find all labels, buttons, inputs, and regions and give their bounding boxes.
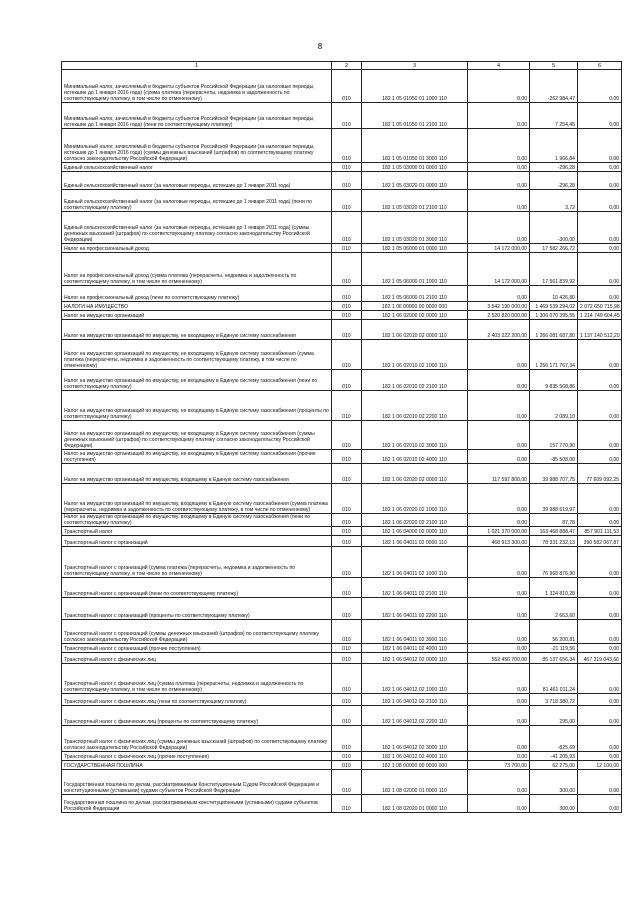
row-executed: 7 254,45 — [530, 103, 578, 129]
table-row — [62, 244, 622, 253]
row-line-code: 010 — [332, 761, 362, 770]
row-budget-code: 182 1 05 03020 01 2100 110 — [362, 190, 468, 212]
row-unexecuted: 0,00 — [578, 286, 622, 302]
row-approved: 0,00 — [468, 450, 530, 464]
table-row — [62, 190, 622, 212]
row-approved: 0,00 — [468, 103, 530, 129]
row-budget-code: 182 1 06 02020 02 2100 110 — [362, 514, 468, 527]
row-name: Транспортный налог с физических лиц (проценты по соответствующему платежу) — [62, 706, 332, 726]
table-row — [62, 302, 622, 311]
row-approved: 1 021 370 000,00 — [468, 527, 530, 536]
row-line-code: 010 — [332, 253, 362, 286]
table-row — [62, 320, 622, 340]
row-unexecuted: 0,00 — [578, 70, 622, 103]
row-unexecuted: 12 100,00 — [578, 761, 622, 770]
row-budget-code: 182 1 08 02000 01 0000 110 — [362, 770, 468, 795]
row-budget-code: 182 1 08 00000 00 0000 000 — [362, 761, 468, 770]
row-budget-code: 182 1 06 04011 02 3000 110 — [362, 620, 468, 644]
row-executed: 78 331 232,13 — [530, 536, 578, 547]
table-row — [62, 129, 622, 163]
row-approved: 0,00 — [468, 664, 530, 694]
row-name: Налог на имущество организаций — [62, 311, 332, 320]
row-budget-code: 182 1 06 04012 02 4000 110 — [362, 752, 468, 761]
row-executed: 1 324 810,28 — [530, 578, 578, 598]
row-approved: 0,00 — [468, 286, 530, 302]
row-line-code: 010 — [332, 706, 362, 726]
row-unexecuted: 1 137 140 512,20 — [578, 320, 622, 340]
row-executed: 300,00 — [530, 770, 578, 795]
table-body — [62, 70, 622, 813]
row-name: Налог на имущество организаций по имуществу, не входящему в Единую систему газоснабжения (пени по соответствующему платежу) — [62, 370, 332, 391]
row-line-code: 010 — [332, 752, 362, 761]
row-executed: 85 137 656,34 — [530, 653, 578, 664]
row-approved: 0,00 — [468, 370, 530, 391]
row-unexecuted: 0,00 — [578, 129, 622, 163]
row-line-code: 010 — [332, 163, 362, 172]
row-executed: 10 426,80 — [530, 286, 578, 302]
row-budget-code: 182 1 05 06000 01 0000 110 — [362, 244, 468, 253]
row-executed: 1 966,84 — [530, 129, 578, 163]
row-executed: 2 089,10 — [530, 391, 578, 421]
row-unexecuted: 1 214 749 604,45 — [578, 311, 622, 320]
row-unexecuted: 77 609 092,25 — [578, 464, 622, 484]
row-line-code: 010 — [332, 340, 362, 370]
table-row — [62, 340, 622, 370]
table-row — [62, 752, 622, 761]
row-budget-code: 182 1 05 01050 01 2100 110 — [362, 103, 468, 129]
row-unexecuted: 0,00 — [578, 370, 622, 391]
table-row — [62, 694, 622, 706]
row-unexecuted: 0,00 — [578, 578, 622, 598]
row-unexecuted: 0,00 — [578, 212, 622, 244]
row-unexecuted: 2 072 650 715,98 — [578, 302, 622, 311]
row-approved: 0,00 — [468, 391, 530, 421]
row-executed: -825,69 — [530, 726, 578, 752]
row-budget-code: 182 1 06 04012 02 1000 110 — [362, 664, 468, 694]
row-approved: 14 172 000,00 — [468, 253, 530, 286]
row-unexecuted: 0,00 — [578, 163, 622, 172]
row-approved: 0,00 — [468, 340, 530, 370]
row-name: Налог на имущество организаций по имуществу, не входящему в Единую систему газоснабжения (суммы денежных взысканий (штрафов) по соответствующему платежу согласно законодательству Российской Федерации) — [62, 421, 332, 450]
row-line-code: 010 — [332, 770, 362, 795]
row-budget-code: 182 1 05 03020 01 3000 110 — [362, 212, 468, 244]
row-line-code: 010 — [332, 578, 362, 598]
row-unexecuted: 0,00 — [578, 450, 622, 464]
row-executed: 163 468 888,47 — [530, 527, 578, 536]
page-number: 8 — [317, 42, 323, 51]
row-executed: 62 275,00 — [530, 761, 578, 770]
row-approved: 0,00 — [468, 578, 530, 598]
row-name: НАЛОГИ НА ИМУЩЕСТВО — [62, 302, 332, 311]
row-approved: 0,00 — [468, 598, 530, 620]
row-executed: -262 984,47 — [530, 70, 578, 103]
table-row — [62, 770, 622, 795]
row-budget-code: 182 1 05 06000 01 1000 110 — [362, 253, 468, 286]
row-executed: -300,00 — [530, 212, 578, 244]
row-executed: 3,72 — [530, 190, 578, 212]
row-line-code: 010 — [332, 620, 362, 644]
table-row — [62, 598, 622, 620]
row-line-code: 010 — [332, 527, 362, 536]
row-line-code: 010 — [332, 311, 362, 320]
row-name: Налог на имущество организаций по имуществу, входящему в Единую систему газоснабжения — [62, 464, 332, 484]
row-executed: 39 988 619,97 — [530, 484, 578, 514]
row-budget-code: 182 1 06 02010 02 0000 110 — [362, 320, 468, 340]
row-line-code: 010 — [332, 391, 362, 421]
row-approved: 0,00 — [468, 770, 530, 795]
header-col-4: 4 — [468, 62, 530, 70]
row-approved: 0,00 — [468, 212, 530, 244]
row-approved: 0,00 — [468, 752, 530, 761]
row-name: Транспортный налог с физических лиц (пени по соответствующему платежу) — [62, 694, 332, 706]
row-budget-code: 182 1 06 00000 00 0000 000 — [362, 302, 468, 311]
row-unexecuted: 0,00 — [578, 664, 622, 694]
row-executed: 3 718 380,72 — [530, 694, 578, 706]
row-executed: 17 582 266,72 — [530, 244, 578, 253]
row-executed: -21 119,56 — [530, 644, 578, 653]
row-name: Единый сельскохозяйственный налог (за налоговые периоды, истекшие до 1 января 2011 года) (пени по соответствующему платежу) — [62, 190, 332, 212]
row-unexecuted: 0,00 — [578, 795, 622, 813]
row-unexecuted: 0,00 — [578, 620, 622, 644]
row-budget-code: 182 1 05 01050 01 1000 110 — [362, 70, 468, 103]
table-row — [62, 212, 622, 244]
row-approved: 468 913 300,00 — [468, 536, 530, 547]
header-row — [62, 62, 622, 70]
table-row — [62, 620, 622, 644]
row-executed: -41 205,93 — [530, 752, 578, 761]
row-budget-code: 182 1 06 04011 02 2200 110 — [362, 598, 468, 620]
row-unexecuted: 0,00 — [578, 726, 622, 752]
row-budget-code: 182 1 06 02010 02 3000 110 — [362, 421, 468, 450]
row-name: Налог на профессиональный доход (сумма платежа (перерасчеты, недоимка и задолженность по соответствующему платежу, в том числе по отмененному) — [62, 253, 332, 286]
row-approved: 3 542 190 000,00 — [468, 302, 530, 311]
row-budget-code: 182 1 06 04011 02 2100 110 — [362, 578, 468, 598]
row-line-code: 010 — [332, 190, 362, 212]
row-name: Государственная пошлина по делам, рассматриваемым Конституционным Судом Российской Федерации и конституционными (уставными) судами субъектов Российской Федерации — [62, 770, 332, 795]
table-row — [62, 163, 622, 172]
table-row — [62, 644, 622, 653]
row-line-code: 010 — [332, 172, 362, 190]
row-unexecuted: 0,00 — [578, 752, 622, 761]
row-budget-code: 182 1 06 04012 02 2100 110 — [362, 694, 468, 706]
row-executed: 87,78 — [530, 514, 578, 527]
table-row — [62, 286, 622, 302]
row-approved: 0,00 — [468, 129, 530, 163]
row-approved: 117 597 800,00 — [468, 464, 530, 484]
row-executed: 1 469 539 294,02 — [530, 302, 578, 311]
row-executed: 1 266 081 687,80 — [530, 320, 578, 340]
row-name: Минимальный налог, зачисляемый в бюджеты субъектов Российской Федерации (за налоговые периоды, истекшие до 1 января 2016 года) (пени по соответствующему платежу) — [62, 103, 332, 129]
header-col-2: 2 — [332, 62, 362, 70]
row-approved: 2 520 820 000,00 — [468, 311, 530, 320]
table-row — [62, 450, 622, 464]
row-unexecuted: 0,00 — [578, 706, 622, 726]
row-budget-code: 182 1 06 02020 02 1000 110 — [362, 484, 468, 514]
header-col-6: 6 — [578, 62, 622, 70]
row-unexecuted: 390 582 067,87 — [578, 536, 622, 547]
row-unexecuted: 0,00 — [578, 484, 622, 514]
row-unexecuted: 0,00 — [578, 172, 622, 190]
row-name: ГОСУДАРСТВЕННАЯ ПОШЛИНА — [62, 761, 332, 770]
row-unexecuted: 0,00 — [578, 253, 622, 286]
row-approved: 0,00 — [468, 190, 530, 212]
row-name: Налог на профессиональный доход (пени по соответствующему платежу) — [62, 286, 332, 302]
table-row — [62, 172, 622, 190]
row-name: Транспортный налог с организаций (прочие поступления) — [62, 644, 332, 653]
row-approved: 0,00 — [468, 163, 530, 172]
row-executed: -296,28 — [530, 172, 578, 190]
row-line-code: 010 — [332, 484, 362, 514]
row-approved: 73 700,00 — [468, 761, 530, 770]
row-name: Транспортный налог с физических лиц (сумма платежа (перерасчеты, недоимка и задолженность по соответствующему платежу, в том числе по отмененному) — [62, 664, 332, 694]
row-budget-code: 182 1 06 02020 02 0000 110 — [362, 464, 468, 484]
row-executed: 2 663,60 — [530, 598, 578, 620]
row-name: Транспортный налог с организаций (сумма платежа (перерасчеты, недоимка и задолженность по соответствующему платежу, в том числе по отмененному) — [62, 547, 332, 578]
row-approved: 552 456 700,00 — [468, 653, 530, 664]
row-approved: 0,00 — [468, 172, 530, 190]
row-line-code: 010 — [332, 450, 362, 464]
row-budget-code: 182 1 06 04012 02 3000 110 — [362, 726, 468, 752]
table-row — [62, 761, 622, 770]
table-row — [62, 653, 622, 664]
row-budget-code: 182 1 05 03020 01 0000 110 — [362, 172, 468, 190]
row-executed: 56 200,81 — [530, 620, 578, 644]
row-executed: 39 988 707,75 — [530, 464, 578, 484]
row-name: Транспортный налог с физических лиц — [62, 653, 332, 664]
row-approved: 0,00 — [468, 70, 530, 103]
row-executed: 1 256 171 767,34 — [530, 340, 578, 370]
row-unexecuted: 0,00 — [578, 598, 622, 620]
row-approved: 0,00 — [468, 694, 530, 706]
row-executed: 81 461 011,24 — [530, 664, 578, 694]
row-line-code: 010 — [332, 795, 362, 813]
row-line-code: 010 — [332, 244, 362, 253]
table-row — [62, 664, 622, 694]
row-executed: 295,00 — [530, 706, 578, 726]
row-line-code: 010 — [332, 370, 362, 391]
row-line-code: 010 — [332, 302, 362, 311]
row-line-code: 010 — [332, 726, 362, 752]
row-budget-code: 182 1 06 02010 02 4000 110 — [362, 450, 468, 464]
row-executed: 76 968 876,90 — [530, 547, 578, 578]
income-table — [61, 61, 622, 813]
table-row — [62, 311, 622, 320]
table-row — [62, 706, 622, 726]
table-row — [62, 391, 622, 421]
row-name: Налог на имущество организаций по имуществу, не входящему в Единую систему газоснабжения (сумма платежа (перерасчеты, недоимка и задолженность по соответствующему платежу, в том числе по отмененному) — [62, 340, 332, 370]
row-unexecuted: 0,00 — [578, 644, 622, 653]
row-budget-code: 182 1 05 01050 01 3000 110 — [362, 129, 468, 163]
row-approved: 0,00 — [468, 514, 530, 527]
row-line-code: 010 — [332, 70, 362, 103]
row-executed: 1 306 070 395,55 — [530, 311, 578, 320]
header-col-5: 5 — [530, 62, 578, 70]
row-name: Транспортный налог с физических лиц (суммы денежных взысканий (штрафов) по соответствующему платежу согласно законодательству Российской Федерации) — [62, 726, 332, 752]
row-line-code: 010 — [332, 598, 362, 620]
row-executed: -296,28 — [530, 163, 578, 172]
row-line-code: 010 — [332, 286, 362, 302]
table-row — [62, 370, 622, 391]
row-executed: -85 508,00 — [530, 450, 578, 464]
row-line-code: 010 — [332, 547, 362, 578]
row-unexecuted: 0,00 — [578, 190, 622, 212]
row-approved: 0,00 — [468, 484, 530, 514]
row-unexecuted: 0,00 — [578, 244, 622, 253]
row-unexecuted: 0,00 — [578, 421, 622, 450]
row-executed: 157 770,90 — [530, 421, 578, 450]
row-budget-code: 182 1 06 04011 02 0000 110 — [362, 536, 468, 547]
row-line-code: 010 — [332, 694, 362, 706]
row-name: Налог на имущество организаций по имуществу, не входящему в Единую систему газоснабжения (прочие поступления) — [62, 450, 332, 464]
row-name: Минимальный налог, зачисляемый в бюджеты субъектов Российской Федерации (за налоговые периоды, истекшие до 1 января 2016 года) (сумма платежа (перерасчеты, недоимка и задолженность по соответствующему платежу, в том числе по отмененному) — [62, 70, 332, 103]
header-col-3: 3 — [362, 62, 468, 70]
row-budget-code: 182 1 06 04011 02 1000 110 — [362, 547, 468, 578]
row-name: Единый сельскохозяйственный налог (за налоговые периоды, истекшие до 1 января 2011 года) — [62, 172, 332, 190]
row-budget-code: 182 1 05 06000 01 2100 110 — [362, 286, 468, 302]
row-unexecuted: 0,00 — [578, 547, 622, 578]
row-budget-code: 182 1 06 04000 02 0000 110 — [362, 527, 468, 536]
row-approved: 0,00 — [468, 421, 530, 450]
row-budget-code: 182 1 06 02010 02 2200 110 — [362, 391, 468, 421]
row-budget-code: 182 1 06 04012 02 0000 110 — [362, 653, 468, 664]
row-approved: 0,00 — [468, 620, 530, 644]
table-row — [62, 578, 622, 598]
row-budget-code: 182 1 06 04011 02 4000 110 — [362, 644, 468, 653]
row-budget-code: 182 1 06 04012 02 2200 110 — [362, 706, 468, 726]
row-approved: 0,00 — [468, 644, 530, 653]
row-name: Транспортный налог — [62, 527, 332, 536]
row-name: Транспортный налог с организаций (проценты по соответствующему платежу) — [62, 598, 332, 620]
row-unexecuted: 0,00 — [578, 103, 622, 129]
row-unexecuted: 0,00 — [578, 770, 622, 795]
row-name: Налог на имущество организаций по имуществу, не входящему в Единую систему газоснабжения (проценты по соответствующему платежу) — [62, 391, 332, 421]
table-row — [62, 536, 622, 547]
row-name: Единый сельскохозяйственный налог (за налоговые периоды, истекшие до 1 января 2011 года) (суммы денежных взысканий (штрафов) по соответствующему платежу согласно законодательству Российской Федерации) — [62, 212, 332, 244]
row-approved: 2 403 222 200,00 — [468, 320, 530, 340]
row-unexecuted: 0,00 — [578, 391, 622, 421]
row-line-code: 010 — [332, 421, 362, 450]
row-unexecuted: 0,00 — [578, 514, 622, 527]
row-name: Государственная пошлина по делам, рассматриваемым конституционными (уставными) судами субъектов Российской Федерации — [62, 795, 332, 813]
row-line-code: 010 — [332, 320, 362, 340]
table-row — [62, 547, 622, 578]
row-unexecuted: 467 319 043,66 — [578, 653, 622, 664]
row-name: Единый сельскохозяйственный налог — [62, 163, 332, 172]
row-name: Налог на имущество организаций по имуществу, входящему в Единую систему газоснабжения (пени по соответствующему платежу) — [62, 514, 332, 527]
row-name: Налог на имущество организаций по имуществу, входящему в Единую систему газоснабжения (сумма платежа (перерасчеты, недоимка и задолженность по соответствующему платежу, в том числе по отмененному) — [62, 484, 332, 514]
table-row — [62, 103, 622, 129]
row-approved: 0,00 — [468, 547, 530, 578]
row-line-code: 010 — [332, 103, 362, 129]
row-line-code: 010 — [332, 644, 362, 653]
row-line-code: 010 — [332, 664, 362, 694]
row-budget-code: 182 1 08 02020 01 0000 110 — [362, 795, 468, 813]
row-unexecuted: 0,00 — [578, 694, 622, 706]
row-approved: 0,00 — [468, 706, 530, 726]
row-budget-code: 182 1 06 02000 02 0000 110 — [362, 311, 468, 320]
row-line-code: 010 — [332, 536, 362, 547]
row-line-code: 010 — [332, 129, 362, 163]
row-unexecuted: 0,00 — [578, 340, 622, 370]
row-budget-code: 182 1 05 03000 01 0000 110 — [362, 163, 468, 172]
row-name: Транспортный налог с организаций — [62, 536, 332, 547]
row-approved: 14 172 000,00 — [468, 244, 530, 253]
table-row — [62, 253, 622, 286]
table-row — [62, 527, 622, 536]
row-budget-code: 182 1 06 02010 02 1000 110 — [362, 340, 468, 370]
row-executed: 17 561 839,92 — [530, 253, 578, 286]
table-row — [62, 795, 622, 813]
row-name: Минимальный налог, зачисляемый в бюджеты субъектов Российской Федерации (за налоговые периоды, истекшие до 1 января 2016 года) (суммы денежных взысканий (штрафов) по соответствующему платежу согласно законодательству Российской Федерации) — [62, 129, 332, 163]
row-executed: 9 835 568,86 — [530, 370, 578, 391]
table-row — [62, 464, 622, 484]
row-name: Налог на имущество организаций по имуществу, не входящему в Единую систему газоснабжения — [62, 320, 332, 340]
table-row — [62, 484, 622, 514]
row-name: Транспортный налог с организаций (суммы денежных взысканий (штрафов) по соответствующему платежу согласно законодательству Российской Федерации) — [62, 620, 332, 644]
row-line-code: 010 — [332, 653, 362, 664]
row-budget-code: 182 1 06 02010 02 2100 110 — [362, 370, 468, 391]
row-approved: 0,00 — [468, 795, 530, 813]
table-row — [62, 70, 622, 103]
header-col-1: 1 — [62, 62, 332, 70]
table-row — [62, 421, 622, 450]
row-executed: 300,00 — [530, 795, 578, 813]
row-name: Транспортный налог с физических лиц (прочие поступления) — [62, 752, 332, 761]
row-name: Транспортный налог с организаций (пени по соответствующему платежу) — [62, 578, 332, 598]
row-name: Налог на профессиональный доход — [62, 244, 332, 253]
row-unexecuted: 857 901 111,53 — [578, 527, 622, 536]
row-line-code: 010 — [332, 212, 362, 244]
row-line-code: 010 — [332, 514, 362, 527]
row-line-code: 010 — [332, 464, 362, 484]
table-row — [62, 514, 622, 527]
table-row — [62, 726, 622, 752]
row-approved: 0,00 — [468, 726, 530, 752]
